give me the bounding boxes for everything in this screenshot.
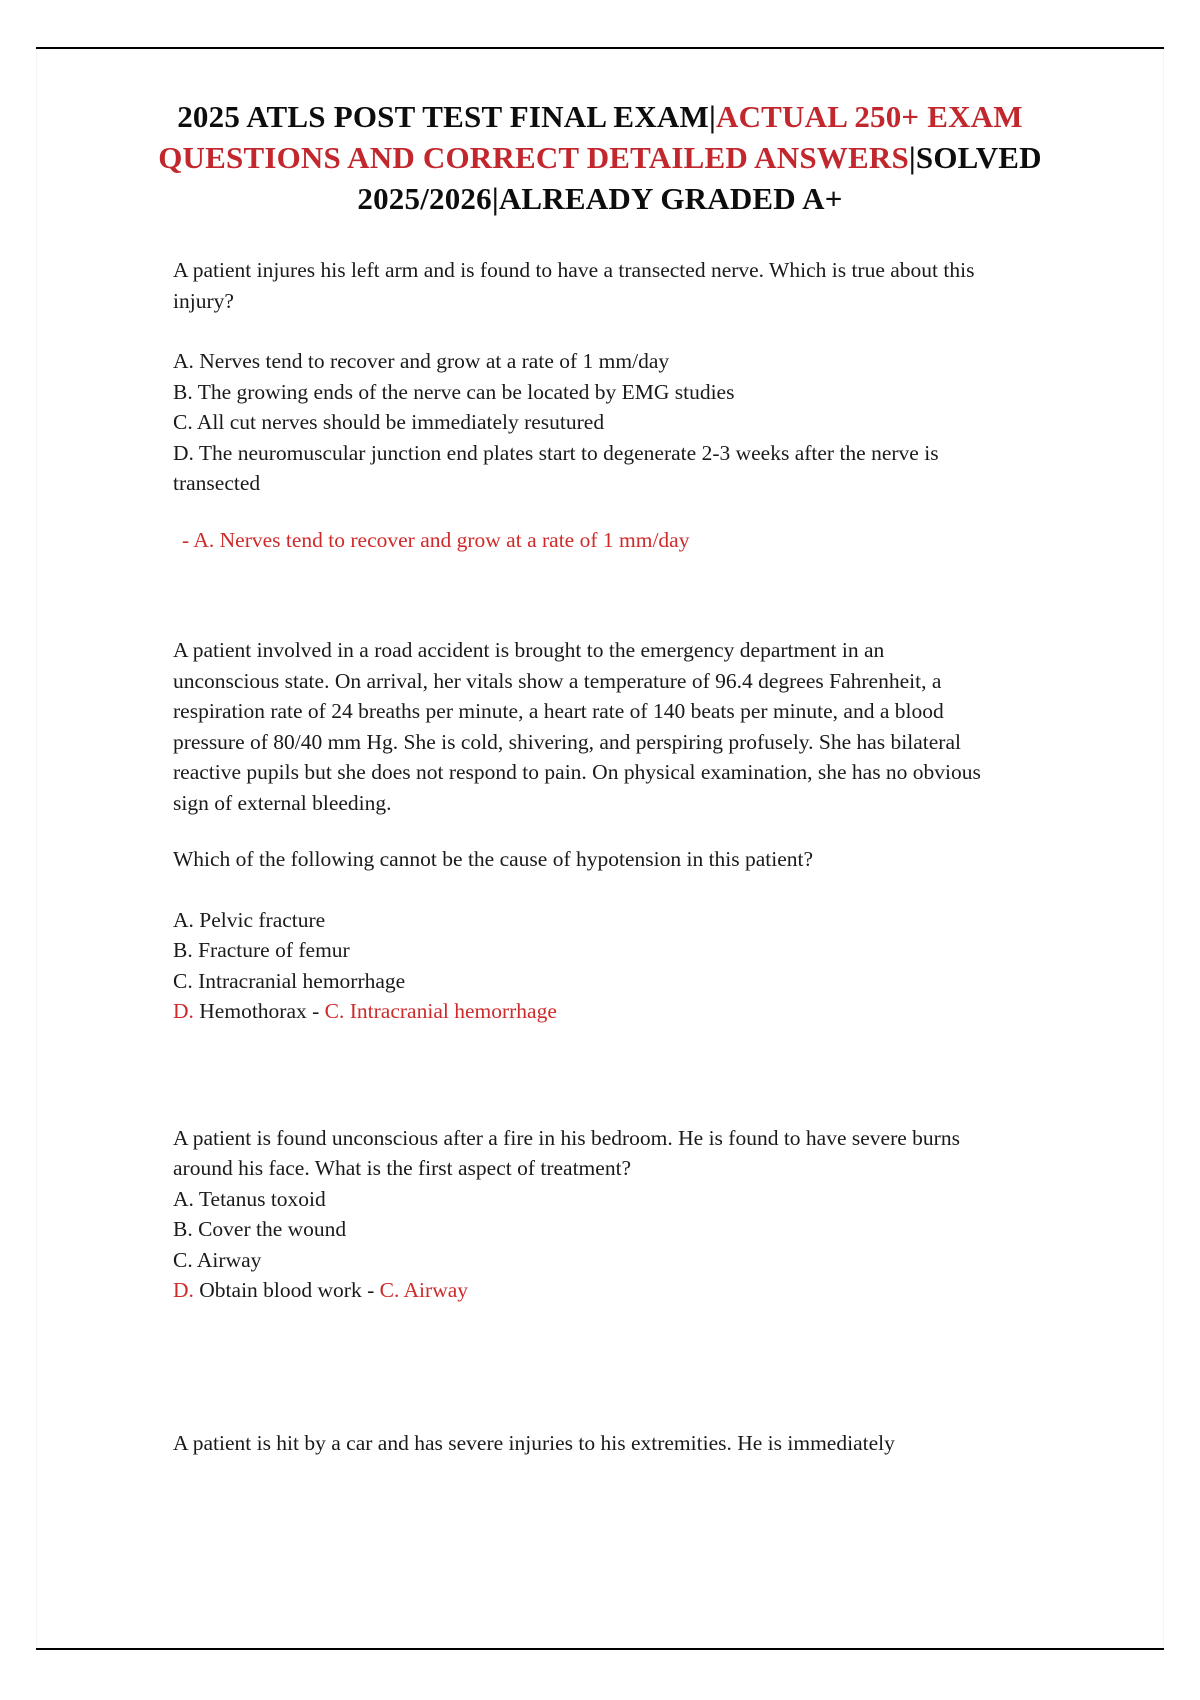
option-d-letter: D.: [173, 1278, 194, 1302]
page-top-rule: [36, 47, 1164, 49]
option-list: [173, 1184, 983, 1306]
option-d-text: Hemothorax -: [193, 999, 325, 1023]
option-c[interactable]: C. All cut nerves should be immediately resutured: [173, 410, 605, 434]
title-segment-1: 2025 ATLS POST TEST FINAL EXAM|: [177, 99, 716, 134]
option-d-with-answer[interactable]: [173, 1275, 983, 1306]
option-list: [173, 346, 983, 499]
answer-inline: C. Intracranial hemorrhage: [324, 999, 557, 1023]
question-stem: A patient involved in a road accident is brought to the emergency department in an unconscious state. On arrival, her vitals show a temperature of 96.4 degrees Fahrenheit, a respiration rate of 24 breaths per minute, a heart rate of 140 beats per minute, and a blood pressure of 80/40 mm Hg. She is cold, shivering, and perspiring profusely. She has bilateral reactive pupils but she does not respond to pain. On physical examination, she has no obvious sign of external bleeding.: [173, 638, 981, 815]
question-stem: A patient is hit by a car and has severe injuries to his extremities. He is immediately: [173, 1430, 895, 1455]
question-block-3: [173, 1123, 983, 1306]
question-block-1: [173, 255, 983, 555]
option-a[interactable]: A. Tetanus toxoid: [173, 1186, 326, 1211]
page-title: [100, 96, 1100, 219]
question-subprompt: Which of the following cannot be the cause of hypotension in this patient?: [173, 847, 814, 871]
title-segment-4: |SOLVED: [908, 140, 1042, 175]
option-c[interactable]: C. Intracranial hemorrhage: [173, 968, 406, 993]
title-segment-3: QUESTIONS AND CORRECT DETAILED ANSWERS: [158, 140, 909, 175]
option-b[interactable]: B. Cover the wound: [173, 1217, 347, 1241]
answer-line: - A. Nerves tend to recover and grow at a rate of 1 mm/day: [182, 527, 690, 552]
option-d-with-answer[interactable]: [173, 996, 983, 1027]
option-d[interactable]: D. The neuromuscular junction end plates start to degenerate 2-3 weeks after the nerve is transected: [173, 440, 939, 495]
option-c[interactable]: C. Airway: [173, 1247, 262, 1272]
question-block-4: [173, 1428, 983, 1459]
title-segment-5: 2025/2026|ALREADY GRADED A+: [357, 181, 843, 216]
option-d-text: Obtain blood work -: [193, 1278, 380, 1302]
option-a[interactable]: A. Pelvic fracture: [173, 907, 326, 932]
question-stem: A patient is found unconscious after a fire in his bedroom. He is found to have severe burns around his face. What is the first aspect of treatment?: [173, 1125, 960, 1180]
question-block-2: [173, 635, 983, 1027]
page-left-edge: [36, 49, 37, 1648]
option-b[interactable]: B. Fracture of femur: [173, 938, 350, 962]
option-a[interactable]: A. Nerves tend to recover and grow at a rate of 1 mm/day: [173, 349, 670, 373]
page-bottom-rule: [36, 1648, 1164, 1650]
answer-inline: C. Airway: [379, 1278, 469, 1302]
option-b[interactable]: B. The growing ends of the nerve can be located by EMG studies: [173, 379, 735, 404]
title-segment-2: ACTUAL 250+ EXAM: [715, 99, 1023, 134]
option-list: [173, 905, 983, 1027]
question-stem: A patient injures his left arm and is found to have a transected nerve. Which is true about this injury?: [173, 258, 975, 313]
document-body: [173, 255, 983, 1458]
option-d-letter: D.: [173, 999, 194, 1023]
page-right-edge: [1163, 49, 1164, 1648]
